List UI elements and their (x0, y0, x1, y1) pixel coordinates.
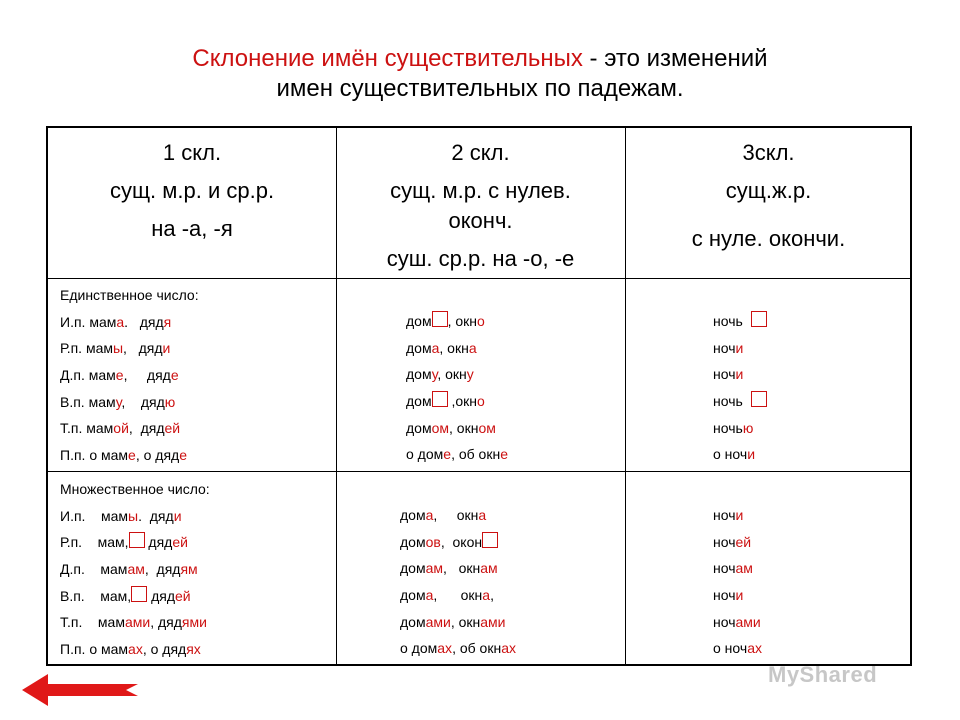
spacer (743, 313, 751, 329)
case-row (60, 415, 199, 442)
case-row (60, 335, 199, 362)
ending: ах (437, 640, 453, 657)
word-stem: , окн (439, 339, 469, 356)
ending: ями (181, 614, 207, 631)
ending: е (115, 367, 124, 384)
ending: ах (747, 640, 762, 657)
ending: ом (478, 419, 496, 436)
plural-decl-2 (400, 502, 516, 662)
word-stem: ноч (713, 560, 736, 577)
case-row (713, 308, 767, 335)
case-row (400, 635, 516, 662)
ending: а (478, 507, 487, 523)
punctuation: , (490, 587, 494, 604)
word-stem: , о дяд (142, 641, 187, 658)
case-row (400, 529, 516, 556)
case-row (713, 582, 762, 609)
ending: я (163, 313, 172, 330)
zero-ending-box-icon (482, 532, 498, 548)
ending: ами (124, 614, 151, 631)
case-row (406, 388, 508, 415)
ending: а (425, 587, 434, 604)
ending: а (116, 313, 125, 330)
word-stem: дяд (144, 534, 173, 551)
word-stem: . дяд (138, 507, 174, 524)
ending: ами (735, 613, 761, 630)
ending: у (115, 393, 122, 410)
header-decl-2 (336, 128, 625, 278)
zero-ending-box-icon (751, 311, 767, 327)
word-stem: , дяд (150, 614, 182, 631)
word-stem: , окн (449, 419, 479, 436)
word-stem: дом (400, 507, 426, 523)
ending: ях (186, 641, 201, 658)
word-stem: , окн (433, 587, 483, 604)
word-stem: ноч (713, 366, 736, 383)
ending: е (500, 446, 508, 463)
ending: ам (127, 561, 145, 578)
header-text: 2 скл. (451, 140, 510, 165)
case-row (400, 502, 516, 529)
title-line2: имен существительных по падежам. (276, 75, 684, 102)
ending: ами (480, 613, 506, 630)
word-stem: ноч (713, 507, 736, 523)
case-row (713, 361, 767, 388)
case-row (406, 335, 508, 362)
word-stem: о ноч (713, 446, 748, 463)
header-text: сущ. м.р. и ср.р. (109, 178, 275, 203)
word-stem: ,окн (447, 393, 478, 410)
ending: е (443, 446, 452, 463)
case-row (60, 309, 199, 336)
ending: а (468, 339, 477, 356)
case-row (60, 389, 199, 416)
zero-ending-box-icon (432, 391, 448, 407)
case-row (713, 635, 762, 662)
case-row (60, 609, 210, 636)
header-text: 1 скл. (162, 140, 222, 165)
case-row (406, 415, 508, 442)
word-stem: , дяд (123, 340, 163, 357)
ending: ям (180, 561, 198, 578)
word-stem: В.п. мам, (60, 587, 132, 604)
word-stem: Р.п. мам, (60, 534, 129, 551)
zero-ending-box-icon (131, 586, 147, 602)
word-stem: Т.п. мам (60, 420, 114, 437)
word-stem: , дяд (128, 420, 165, 437)
case-row (60, 362, 199, 389)
zero-ending-box-icon (751, 391, 767, 407)
singular-decl-1 (60, 282, 199, 469)
ending: а (425, 507, 434, 523)
ending: ей (172, 534, 188, 551)
ending: ю (742, 419, 754, 436)
ending: ы (128, 507, 139, 524)
word-stem: , дяд (121, 393, 165, 410)
ending: а (482, 587, 491, 604)
word-stem: И.п. мам (60, 507, 129, 524)
word-stem: , дяд (123, 367, 171, 384)
ending: и (735, 587, 744, 604)
word-stem: дом (406, 313, 432, 329)
word-stem: ночь (713, 419, 743, 436)
case-row (60, 503, 210, 530)
header-text: 3скл. (742, 140, 795, 165)
ending: е (128, 447, 136, 464)
ending: е (179, 447, 187, 464)
word-stem: дом (406, 393, 432, 410)
case-row (400, 582, 516, 609)
word-stem: дом (406, 366, 432, 383)
slide-title (0, 44, 960, 104)
plural-decl-3 (713, 502, 762, 662)
header-decl-3 (625, 128, 912, 278)
zero-ending-box-icon (129, 532, 145, 548)
ending: и (747, 446, 756, 463)
singular-decl-2 (406, 308, 508, 468)
ending: и (735, 507, 744, 523)
ending: и (735, 339, 744, 356)
word-stem: , окн (447, 313, 478, 329)
word-stem: Р.п. мам (60, 340, 113, 357)
word-stem: , окн (437, 366, 467, 383)
ending: о (477, 313, 485, 329)
title-red-part: Склонение имён существительных (192, 45, 583, 72)
ending: ей (175, 587, 191, 604)
ending: ой (113, 420, 129, 437)
case-row (713, 335, 767, 362)
case-row (713, 415, 767, 442)
ending: ом (431, 419, 450, 436)
ending: ам (425, 560, 444, 577)
ending: о (477, 393, 485, 410)
myshared-logo: MyShared (768, 662, 878, 687)
case-row (713, 388, 767, 415)
word-stem: дом (400, 613, 426, 630)
ending: ам (480, 560, 498, 577)
word-stem: дом (400, 560, 426, 577)
word-stem: дом (406, 419, 432, 436)
word-stem: , об окн (452, 640, 502, 657)
case-row (713, 441, 767, 468)
header-decl-1 (48, 128, 336, 278)
word-stem: ноч (713, 533, 736, 550)
ending: и (162, 340, 171, 357)
plural-label: Множественное число: (60, 481, 210, 497)
ending: ах (128, 641, 143, 658)
ending: ю (164, 393, 176, 410)
word-stem: , окн (433, 507, 479, 523)
ending: ей (164, 420, 181, 437)
spacer (743, 393, 751, 409)
word-stem: Д.п. мам (60, 561, 128, 578)
word-stem: П.п. о мам (60, 641, 129, 658)
case-row (406, 361, 508, 388)
word-stem: , окн (443, 560, 481, 577)
word-stem: П.п. о мам (60, 447, 129, 464)
ending: у (431, 366, 438, 383)
header-text: на -а, -я (151, 216, 233, 241)
word-stem: ноч (713, 587, 736, 604)
case-row (400, 609, 516, 636)
case-row (60, 583, 210, 610)
case-row (713, 555, 762, 582)
header-text: сущ. м.р. с нулев. (390, 178, 571, 203)
header-text: с нуле. окончи. (691, 226, 846, 251)
word-stem: . дяд (124, 313, 164, 330)
word-stem: о дом (400, 640, 438, 657)
case-row (400, 555, 516, 582)
word-stem: дяд (147, 587, 175, 604)
word-stem: ночь (713, 313, 743, 329)
singular-label: Единственное число: (60, 287, 199, 303)
word-stem: , окн (450, 613, 481, 630)
word-stem: , окон (440, 533, 483, 550)
ending: ей (735, 533, 752, 550)
zero-ending-box-icon (432, 311, 448, 327)
ending: а (431, 339, 440, 356)
row-divider (48, 278, 910, 279)
word-stem: о дом (406, 446, 444, 463)
ending: и (173, 507, 182, 524)
case-row (713, 609, 762, 636)
case-row (406, 441, 508, 468)
ending: и (735, 366, 744, 383)
title-rest: - это изменений (582, 45, 768, 72)
header-text: сущ.ж.р. (725, 178, 812, 203)
row-divider (48, 471, 910, 472)
case-row (60, 442, 199, 469)
word-stem: дом (400, 533, 426, 550)
word-stem: В.п. мам (60, 393, 116, 410)
case-row (60, 529, 210, 556)
ending: ов (425, 533, 441, 550)
word-stem: ноч (713, 613, 736, 630)
word-stem: ночь (713, 393, 743, 410)
ending: ах (501, 640, 516, 657)
header-text: суш. ср.р. на -о, -е (386, 246, 575, 271)
ending: ам (735, 560, 753, 577)
ending: ами (425, 613, 451, 630)
case-row (60, 556, 210, 583)
header-text: оконч. (448, 208, 513, 233)
word-stem: И.п. мам (60, 313, 117, 330)
ending: у (466, 366, 474, 383)
singular-decl-3 (713, 308, 767, 468)
case-row (713, 529, 762, 556)
case-row (60, 636, 210, 663)
word-stem: ноч (713, 339, 736, 356)
word-stem: дом (400, 587, 426, 604)
word-stem: Д.п. мам (60, 367, 116, 384)
ending: е (170, 367, 179, 384)
word-stem: , об окн (451, 446, 501, 463)
word-stem: дом (406, 339, 432, 356)
case-row (406, 308, 508, 335)
plural-decl-1 (60, 476, 210, 663)
word-stem: Т.п. мам (60, 614, 125, 631)
case-row (713, 502, 762, 529)
word-stem: о ноч (713, 640, 748, 657)
left-arrow-icon[interactable] (22, 672, 138, 708)
word-stem: , о дяд (135, 447, 180, 464)
ending: ы (112, 340, 124, 357)
declension-table (46, 126, 912, 666)
word-stem: , дяд (144, 561, 181, 578)
